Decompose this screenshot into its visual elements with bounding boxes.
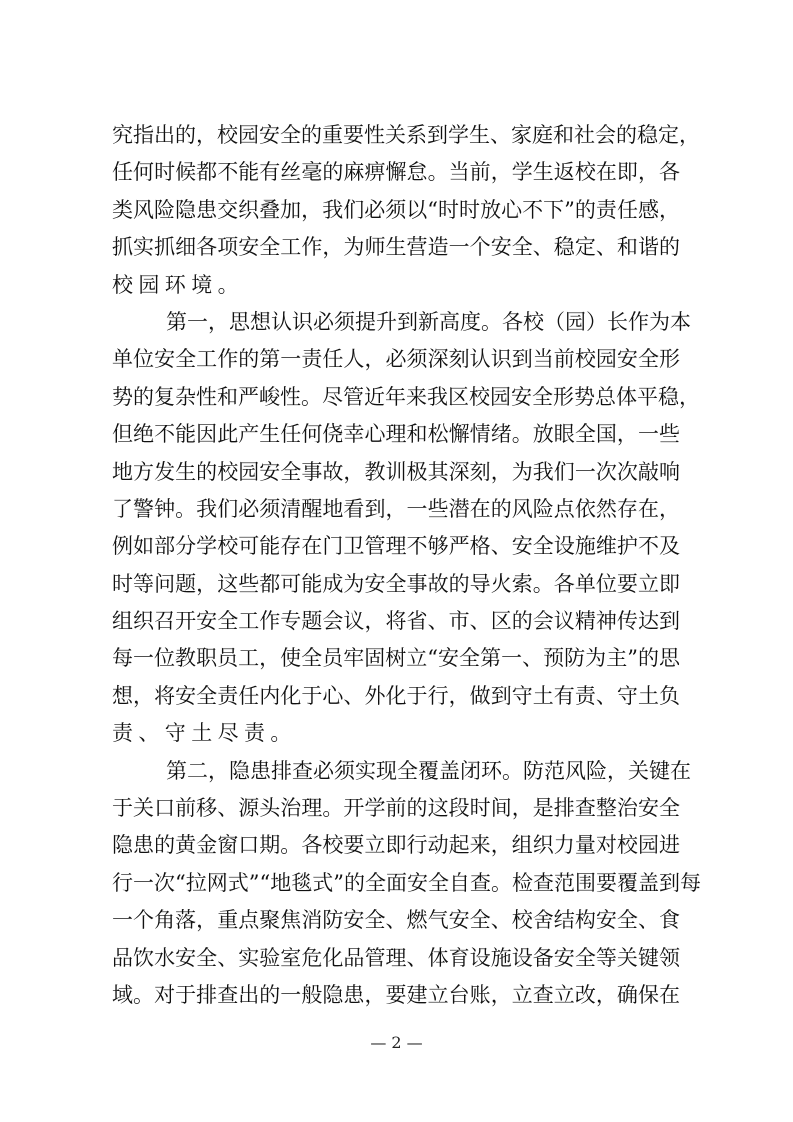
text-line: 一个角落，重点聚焦消防安全、燃气安全、校舍结构安全、食 <box>112 908 680 933</box>
text-line: 校园环境。 <box>112 272 244 297</box>
text-line: 域。对于排查出的一般隐患，要建立台账，立查立改，确保在 <box>112 982 680 1007</box>
text-line: 究指出的，校园安全的重要性关系到学生、家庭和社会的稳定， <box>112 123 700 147</box>
paragraph <box>112 117 700 304</box>
document-body <box>112 117 701 1014</box>
text-line: 第一，思想认识必须提升到新高度。各校（园）长作为本 <box>166 309 691 334</box>
text-line: 第二，隐患排查必须实现全覆盖闭环。防范风险，关键在 <box>166 758 691 783</box>
page-number: — 2 — <box>370 1033 423 1052</box>
text-line: 单位安全工作的第一责任人，必须深刻认识到当前校园安全形 <box>112 347 680 372</box>
text-line: 每一位教职员工，使全员牢固树立“安全第一、预防为主”的思 <box>112 646 680 671</box>
paragraph <box>112 304 700 753</box>
text-line: 品饮水安全、实验室危化品管理、体育设施设备安全等关键领 <box>112 945 680 970</box>
text-line: 例如部分学校可能存在门卫管理不够严格、安全设施维护不及 <box>112 534 680 559</box>
text-line: 于关口前移、源头治理。开学前的这段时间，是排查整治安全 <box>112 796 680 821</box>
text-line: 责、守土尽责。 <box>112 721 297 746</box>
text-line: 任何时候都不能有丝毫的麻痹懈怠。当前，学生返校在即，各 <box>112 160 680 185</box>
text-line: 地方发生的校园安全事故，教训极其深刻，为我们一次次敲响 <box>112 459 680 484</box>
text-line: 但绝不能因此产生任何侥幸心理和松懈情绪。放眼全国，一些 <box>112 422 680 447</box>
paragraph <box>112 753 701 1015</box>
text-line: 类风险隐患交织叠加，我们必须以“时时放心不下”的责任感， <box>112 197 680 222</box>
text-line: 隐患的黄金窗口期。各校要立即行动起来，组织力量对校园进 <box>112 833 680 858</box>
text-line: 行一次“拉网式”“地毯式”的全面安全自查。检查范围要覆盖到每 <box>112 870 701 895</box>
text-line: 时等问题，这些都可能成为安全事故的导火索。各单位要立即 <box>112 571 680 596</box>
text-line: 势的复杂性和严峻性。尽管近年来我区校园安全形势总体平稳， <box>112 384 700 409</box>
text-line: 了警钟。我们必须清醒地看到，一些潜在的风险点依然存在， <box>112 496 680 521</box>
text-line: 抓实抓细各项安全工作，为师生营造一个安全、稳定、和谐的 <box>112 235 680 260</box>
text-line: 想，将安全责任内化于心、外化于行，做到守土有责、守土负 <box>112 683 680 708</box>
text-line: 组织召开安全工作专题会议，将省、市、区的会议精神传达到 <box>112 609 680 634</box>
